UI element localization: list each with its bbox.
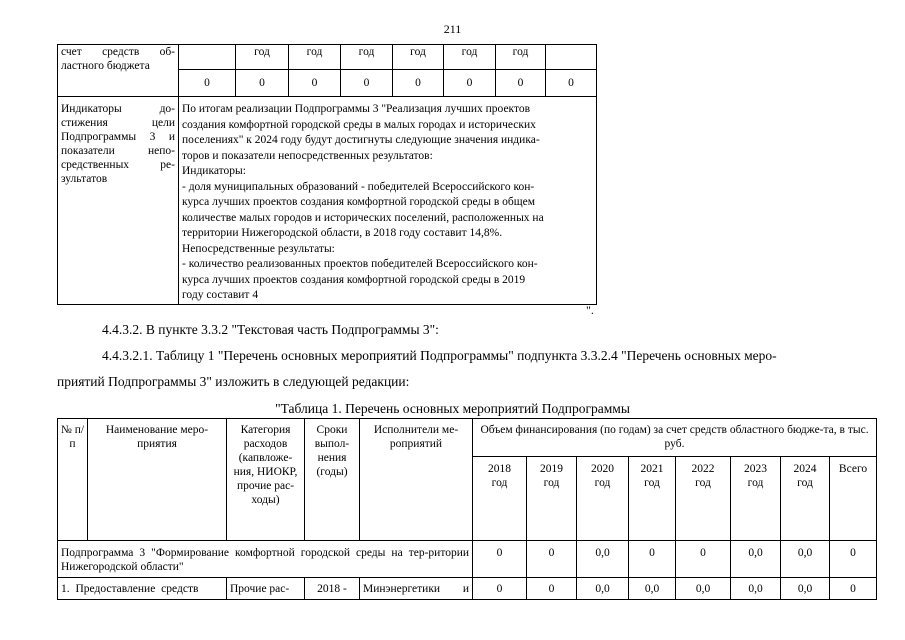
year-cell: год — [496, 45, 546, 70]
row-value: 0 — [830, 578, 877, 600]
indicators-text-line: курса лучших проектов создания комфортной городской среды в 2019 — [182, 273, 526, 286]
header-category: Категория расходов (капвложе-ния, НИОКР, прочие рас-ходы) — [227, 419, 305, 541]
year-cell: год — [444, 45, 496, 70]
year-cell: год — [393, 45, 444, 70]
row-value: 0,0 — [629, 578, 676, 600]
value-cell: 0 — [496, 70, 546, 97]
indicators-label-line: Подпрограммы 3 и — [61, 131, 175, 143]
year-cell — [546, 45, 597, 70]
indicators-text-line: По итогам реализации Подпрограммы 3 "Реализация лучших проектов — [182, 103, 531, 115]
header-year: 2019 год — [527, 457, 577, 541]
indicators-text-line: - доля муниципальных образований - победителей Всероссийского кон- — [182, 180, 535, 193]
funding-source-label: счет средств об-ластного бюджета — [58, 45, 179, 97]
indicators-label-line: стижения цели — [61, 117, 175, 129]
header-terms: Сроки выпол-нения (годы) — [305, 419, 360, 541]
year-cell — [179, 45, 236, 70]
indicators-label — [58, 97, 179, 305]
row-value: 0,0 — [676, 578, 731, 600]
closing-quote: ". — [586, 303, 594, 317]
activity-1-category: Прочие рас- — [227, 578, 305, 600]
header-funding: Объем финансирования (по годам) за счет средств областного бюдже-та, в тыс. руб. — [473, 419, 877, 457]
header-year: 2024 год — [781, 457, 830, 541]
paragraph-4-4-3-2: 4.4.3.2. В пункте 3.3.2 "Текстовая часть Подпрограммы 3": — [102, 322, 439, 337]
row-value: 0,0 — [577, 578, 629, 600]
value-cell: 0 — [179, 70, 236, 97]
row-value: 0 — [527, 541, 577, 578]
main-activities-table — [57, 418, 877, 600]
row-value: 0 — [473, 541, 527, 578]
indicators-text-line: территории Нижегородской области, в 2018 году составит 14,8%. — [182, 227, 503, 239]
value-cell: 0 — [341, 70, 393, 97]
indicators-text-line: курса лучших проектов создания комфортной городской среды в общем — [182, 196, 535, 208]
value-cell: 0 — [444, 70, 496, 97]
year-cell: год — [341, 45, 393, 70]
value-cell: 0 — [289, 70, 341, 97]
row-value: 0,0 — [781, 578, 830, 600]
year-cell: год — [289, 45, 341, 70]
table-title: "Таблица 1. Перечень основных мероприятий Подпрограммы — [275, 401, 630, 416]
activity-1-name: 1. Предоставление средств — [58, 578, 227, 600]
subprogram-3-row-label: Подпрограмма 3 "Формирование комфортной городской среды на тер-ритории Нижегородской области" — [58, 541, 473, 578]
indicators-text — [179, 97, 597, 305]
funding-indicators-table — [57, 44, 597, 305]
indicators-text-line: Непосредственные результаты: — [182, 242, 335, 255]
row-value: 0,0 — [731, 578, 781, 600]
header-num: № п/п — [58, 419, 88, 541]
value-cell: 0 — [236, 70, 289, 97]
row-value: 0 — [473, 578, 527, 600]
row-value: 0 — [527, 578, 577, 600]
paragraph-4-4-3-2-1: 4.4.3.2.1. Таблицу 1 "Перечень основных мероприятий Подпрограммы" подпункта 3.3.2.4 "Перечень основных меро- — [102, 348, 777, 363]
year-cell: год — [236, 45, 289, 70]
indicators-label-line: Индикаторы до- — [61, 103, 175, 115]
indicators-label-line: средственных ре- — [61, 159, 175, 171]
header-year: 2023 год — [731, 457, 781, 541]
page-number: 211 — [443, 22, 462, 36]
value-cell: 0 — [546, 70, 597, 97]
indicators-text-line: Индикаторы: — [182, 165, 246, 177]
indicators-text-line: году составит 4 — [182, 289, 259, 301]
indicators-text-line: - количество реализованных проектов победителей Всероссийского кон- — [182, 258, 538, 270]
indicators-text-line: количестве малых городов и исторических поселений, расположенных на — [182, 211, 544, 224]
header-name: Наименование меро-приятия — [88, 419, 227, 541]
header-year: 2022 год — [676, 457, 731, 541]
header-year: 2018 год — [473, 457, 527, 541]
header-total: Всего — [830, 457, 877, 541]
row-value: 0 — [830, 541, 877, 578]
indicators-label-line: зультатов — [61, 173, 108, 185]
activity-1-terms: 2018 - — [305, 578, 360, 600]
row-value: 0,0 — [781, 541, 830, 578]
value-cell: 0 — [393, 70, 444, 97]
indicators-text-line: создания комфортной городской среды в малых городах и исторических — [182, 118, 536, 131]
header-year: 2020 год — [577, 457, 629, 541]
indicators-text-line: поселениях" к 2024 году будут достигнуты следующие значения индика- — [182, 134, 540, 146]
header-year: 2021 год — [629, 457, 676, 541]
indicators-label-line: показатели непо- — [61, 145, 175, 157]
activity-1-executors — [360, 578, 473, 600]
paragraph-4-4-3-2-1-continued: приятий Подпрограммы 3" изложить в следующей редакции: — [57, 374, 410, 389]
header-executors: Исполнители ме-роприятий — [360, 419, 473, 541]
activity-1-executors-text: Минэнергетики и — [363, 583, 469, 595]
row-value: 0 — [676, 541, 731, 578]
indicators-text-line: торов и показатели непосредственных результатов: — [182, 149, 433, 162]
row-value: 0,0 — [577, 541, 629, 578]
row-value: 0 — [629, 541, 676, 578]
row-value: 0,0 — [731, 541, 781, 578]
